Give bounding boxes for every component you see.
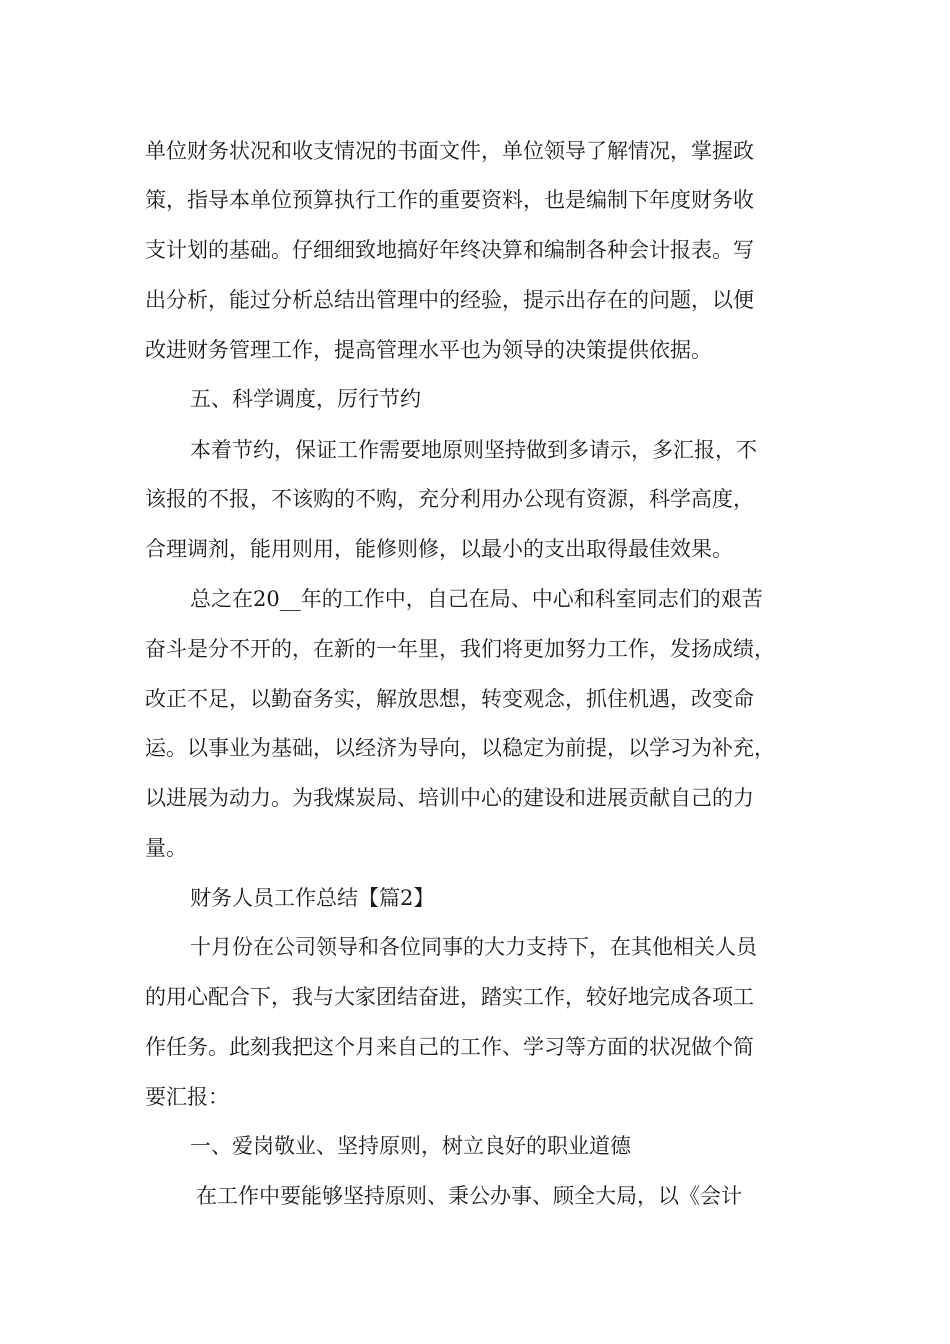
paragraph-line: 在工作中要能够坚持原则、秉公办事、顾全大局，以《会计 — [196, 1184, 742, 1208]
section-heading: 一、爱岗敬业、坚持原则，树立良好的职业道德 — [190, 1134, 631, 1158]
paragraph-line: 总之在20__年的工作中，自己在局、中心和科室同志们的艰苦 — [190, 587, 763, 611]
paragraph-line: 量。 — [145, 836, 187, 860]
paragraph-line: 支计划的基础。仔细细致地搞好年终决算和编制各种会计报表。写 — [145, 238, 754, 262]
paragraph-line: 改正不足，以勤奋务实，解放思想，转变观念，抓住机遇，改变命 — [145, 687, 754, 711]
paragraph-line: 该报的不报，不该购的不购，充分利用办公现有资源，科学高度， — [145, 487, 754, 511]
paragraph-line: 出分析，能过分析总结出管理中的经验，提示出存在的问题，以便 — [145, 288, 754, 312]
paragraph-line: 以进展为动力。为我煤炭局、培训中心的建设和进展贡献自己的力 — [145, 786, 754, 810]
paragraph-line: 运。以事业为基础，以经济为导向，以稳定为前提，以学习为补充， — [145, 736, 775, 760]
paragraph-line: 合理调剂，能用则用，能修则修，以最小的支出取得最佳效果。 — [145, 537, 733, 561]
section-heading: 五、科学调度，厉行节约 — [190, 387, 421, 411]
paragraph-line: 改进财务管理工作，提高管理水平也为领导的决策提供依据。 — [145, 338, 712, 362]
paragraph-line: 单位财务状况和收支情况的书面文件，单位领导了解情况，掌握政 — [145, 139, 754, 163]
paragraph-line: 作任务。此刻我把这个月来自己的工作、学习等方面的状况做个简 — [145, 1035, 754, 1059]
paragraph-line: 本着节约，保证工作需要地原则坚持做到多请示，多汇报，不 — [190, 438, 757, 462]
paragraph-line: 要汇报： — [145, 1085, 229, 1109]
paragraph-line: 策，指导本单位预算执行工作的重要资料，也是编制下年度财务收 — [145, 188, 754, 212]
paragraph-line: 的用心配合下，我与大家团结奋进，踏实工作，较好地完成各项工 — [145, 985, 754, 1009]
section-title: 财务人员工作总结【篇2】 — [190, 886, 435, 910]
paragraph-line: 奋斗是分不开的，在新的一年里，我们将更加努力工作，发扬成绩， — [145, 637, 775, 661]
paragraph-line: 十月份在公司领导和各位同事的大力支持下，在其他相关人员 — [190, 935, 757, 959]
